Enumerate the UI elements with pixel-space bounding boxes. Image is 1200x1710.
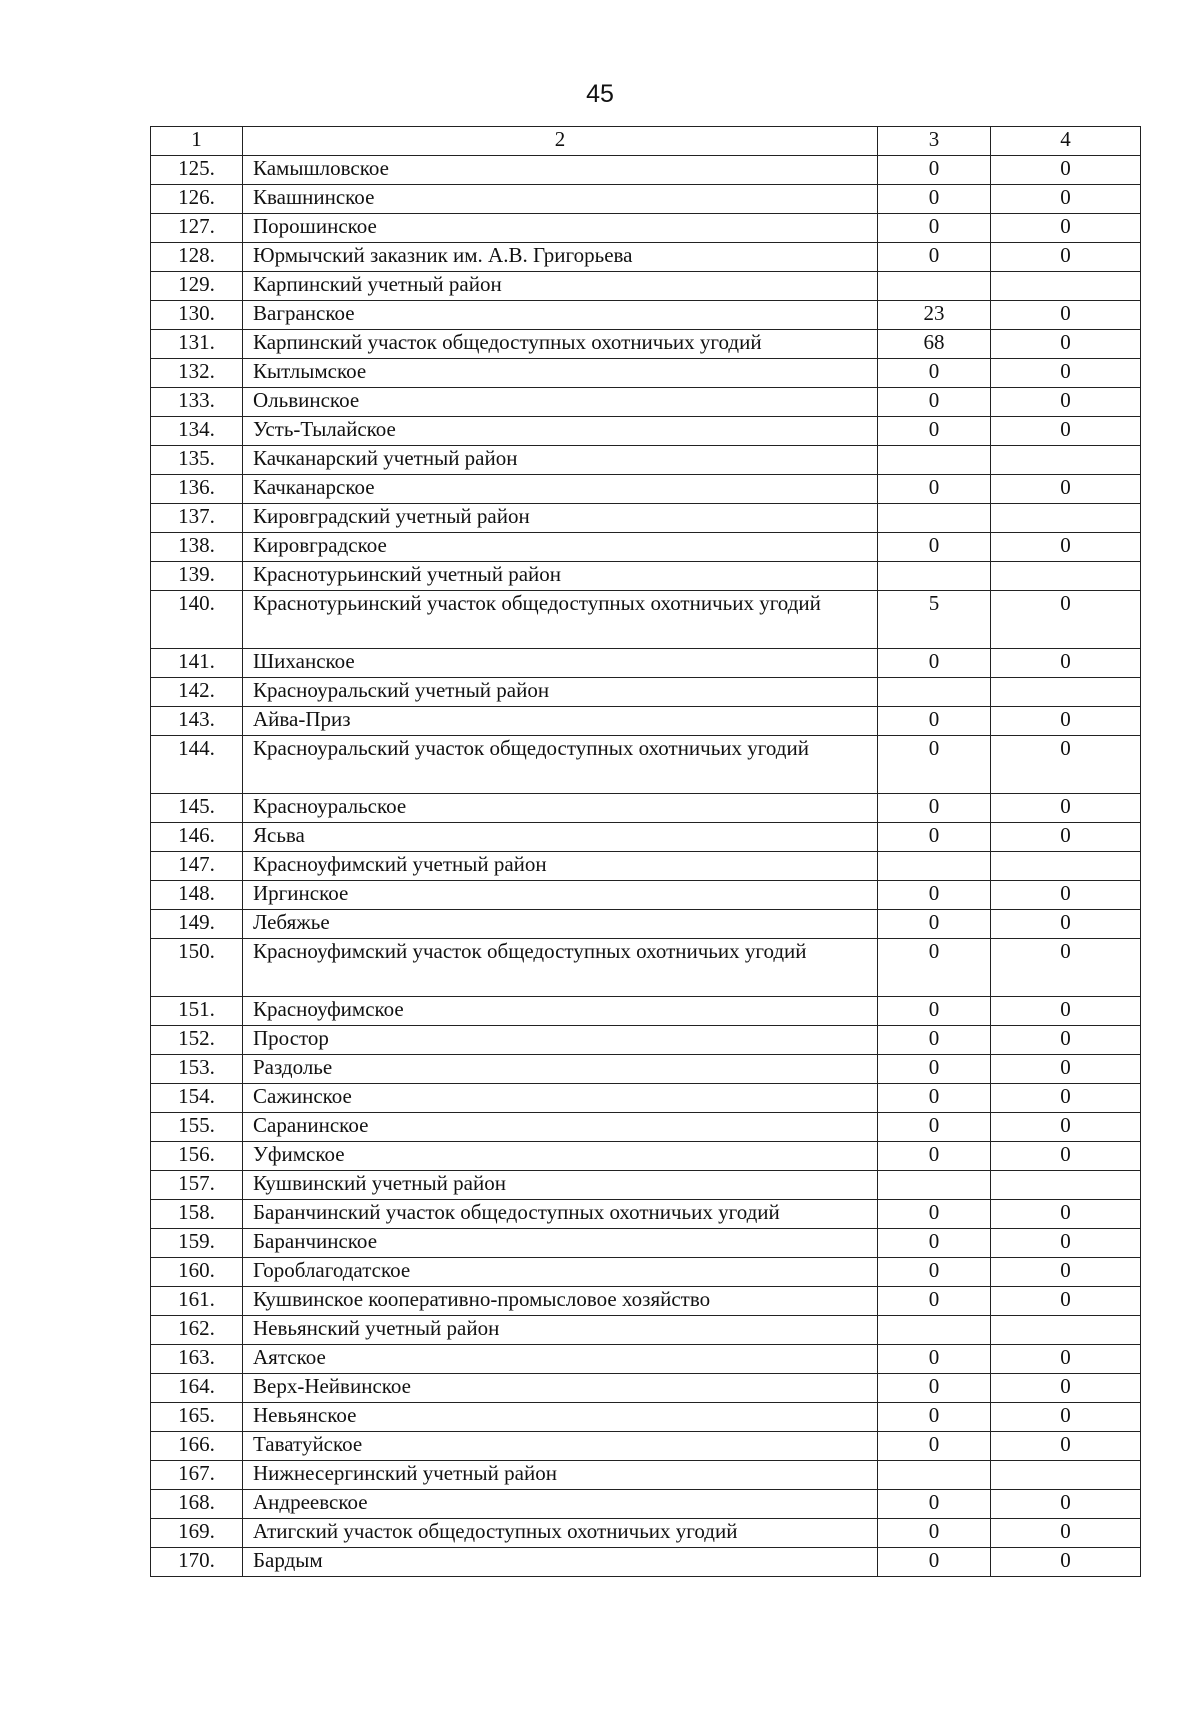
row-col4-cell: 0 (991, 1113, 1141, 1142)
row-number-cell: 151. (151, 997, 243, 1026)
row-col3-cell: 0 (878, 736, 991, 794)
row-number-cell: 138. (151, 533, 243, 562)
table-row (151, 272, 1141, 301)
row-number-cell: 125. (151, 156, 243, 185)
row-name-cell: Кировградское (243, 533, 878, 562)
row-name-cell: Иргинское (243, 881, 878, 910)
row-name-cell: Атигский участок общедоступных охотничьих угодий (243, 1519, 878, 1548)
row-col3-cell: 0 (878, 1055, 991, 1084)
row-number-cell: 144. (151, 736, 243, 794)
table-row (151, 1258, 1141, 1287)
table-row (151, 1171, 1141, 1200)
row-name-cell: Красноуфимский участок общедоступных охотничьих угодий (243, 939, 878, 997)
row-number-cell: 133. (151, 388, 243, 417)
table-row (151, 562, 1141, 591)
column-header: 1 (151, 127, 243, 156)
table-row (151, 446, 1141, 475)
row-col3-cell (878, 1461, 991, 1490)
row-name-cell: Карпинский учетный район (243, 272, 878, 301)
row-col3-cell (878, 852, 991, 881)
row-col4-cell: 0 (991, 156, 1141, 185)
row-number-cell: 129. (151, 272, 243, 301)
row-number-cell: 164. (151, 1374, 243, 1403)
table-row (151, 1055, 1141, 1084)
row-col3-cell (878, 562, 991, 591)
row-number-cell: 130. (151, 301, 243, 330)
row-col3-cell: 0 (878, 939, 991, 997)
row-name-cell: Верх-Нейвинское (243, 1374, 878, 1403)
row-col4-cell: 0 (991, 881, 1141, 910)
row-number-cell: 170. (151, 1548, 243, 1577)
row-number-cell: 141. (151, 649, 243, 678)
row-name-cell: Красноуральский участок общедоступных охотничьих угодий (243, 736, 878, 794)
row-number-cell: 127. (151, 214, 243, 243)
row-col4-cell: 0 (991, 1287, 1141, 1316)
table-row (151, 649, 1141, 678)
row-col4-cell: 0 (991, 301, 1141, 330)
row-col4-cell: 0 (991, 939, 1141, 997)
row-name-cell: Красноуральское (243, 794, 878, 823)
row-name-cell: Баранчинский участок общедоступных охотничьих угодий (243, 1200, 878, 1229)
row-name-cell: Баранчинское (243, 1229, 878, 1258)
row-number-cell: 136. (151, 475, 243, 504)
row-number-cell: 157. (151, 1171, 243, 1200)
table-row (151, 1287, 1141, 1316)
table-row (151, 852, 1141, 881)
row-number-cell: 142. (151, 678, 243, 707)
row-col3-cell: 0 (878, 185, 991, 214)
table-row (151, 1548, 1141, 1577)
row-number-cell: 154. (151, 1084, 243, 1113)
row-name-cell: Бардым (243, 1548, 878, 1577)
row-col3-cell: 0 (878, 243, 991, 272)
row-number-cell: 162. (151, 1316, 243, 1345)
row-name-cell: Квашнинское (243, 185, 878, 214)
row-col4-cell (991, 1461, 1141, 1490)
row-col3-cell: 0 (878, 156, 991, 185)
row-number-cell: 155. (151, 1113, 243, 1142)
row-name-cell: Сажинское (243, 1084, 878, 1113)
row-col4-cell: 0 (991, 1374, 1141, 1403)
row-col4-cell: 0 (991, 794, 1141, 823)
row-name-cell: Кушвинское кооперативно-промысловое хозяйство (243, 1287, 878, 1316)
row-number-cell: 149. (151, 910, 243, 939)
table-row (151, 330, 1141, 359)
table-body (151, 156, 1141, 1577)
row-number-cell: 140. (151, 591, 243, 649)
row-col3-cell: 0 (878, 475, 991, 504)
row-name-cell: Шиханское (243, 649, 878, 678)
row-col3-cell: 0 (878, 1519, 991, 1548)
table-row (151, 910, 1141, 939)
row-col3-cell: 5 (878, 591, 991, 649)
row-col4-cell (991, 1171, 1141, 1200)
row-col3-cell: 0 (878, 417, 991, 446)
row-col3-cell: 0 (878, 1258, 991, 1287)
row-name-cell: Ольвинское (243, 388, 878, 417)
row-name-cell: Вагранское (243, 301, 878, 330)
row-name-cell: Карпинский участок общедоступных охотничьих угодий (243, 330, 878, 359)
row-col3-cell: 0 (878, 214, 991, 243)
table-row (151, 1229, 1141, 1258)
table-row (151, 1316, 1141, 1345)
row-name-cell: Гороблагодатское (243, 1258, 878, 1287)
row-col4-cell: 0 (991, 417, 1141, 446)
table-row (151, 359, 1141, 388)
row-name-cell: Порошинское (243, 214, 878, 243)
row-number-cell: 167. (151, 1461, 243, 1490)
row-name-cell: Красноуральский учетный район (243, 678, 878, 707)
row-number-cell: 135. (151, 446, 243, 475)
row-col4-cell (991, 852, 1141, 881)
row-col4-cell: 0 (991, 910, 1141, 939)
row-name-cell: Саранинское (243, 1113, 878, 1142)
row-col3-cell: 0 (878, 1490, 991, 1519)
table-row (151, 1345, 1141, 1374)
row-name-cell: Раздолье (243, 1055, 878, 1084)
row-col3-cell: 0 (878, 1432, 991, 1461)
row-name-cell: Лебяжье (243, 910, 878, 939)
table-row (151, 1461, 1141, 1490)
row-name-cell: Кировградский учетный район (243, 504, 878, 533)
row-col4-cell: 0 (991, 243, 1141, 272)
row-number-cell: 128. (151, 243, 243, 272)
row-col4-cell: 0 (991, 1258, 1141, 1287)
row-col3-cell: 0 (878, 1084, 991, 1113)
row-number-cell: 156. (151, 1142, 243, 1171)
page-number: 45 (586, 80, 614, 108)
row-col4-cell: 0 (991, 1055, 1141, 1084)
table-row (151, 533, 1141, 562)
row-col3-cell: 0 (878, 1026, 991, 1055)
row-number-cell: 146. (151, 823, 243, 852)
row-number-cell: 160. (151, 1258, 243, 1287)
row-col3-cell: 0 (878, 823, 991, 852)
row-name-cell: Краснотурьинский учетный район (243, 562, 878, 591)
row-col3-cell (878, 504, 991, 533)
row-col3-cell (878, 446, 991, 475)
table-row (151, 388, 1141, 417)
row-number-cell: 165. (151, 1403, 243, 1432)
row-col4-cell: 0 (991, 1142, 1141, 1171)
row-col3-cell (878, 272, 991, 301)
row-col3-cell: 0 (878, 881, 991, 910)
row-col3-cell: 0 (878, 1142, 991, 1171)
row-col4-cell: 0 (991, 388, 1141, 417)
row-col4-cell: 0 (991, 1200, 1141, 1229)
row-name-cell: Краснотурьинский участок общедоступных охотничьих угодий (243, 591, 878, 649)
row-col3-cell: 0 (878, 1548, 991, 1577)
table-row (151, 1490, 1141, 1519)
table-row (151, 1374, 1141, 1403)
hunting-grounds-table (150, 126, 1141, 1577)
row-number-cell: 137. (151, 504, 243, 533)
table-row (151, 997, 1141, 1026)
row-number-cell: 132. (151, 359, 243, 388)
row-col4-cell (991, 504, 1141, 533)
row-number-cell: 153. (151, 1055, 243, 1084)
row-col4-cell: 0 (991, 1490, 1141, 1519)
row-col3-cell: 0 (878, 1200, 991, 1229)
row-col3-cell: 0 (878, 1345, 991, 1374)
row-col3-cell (878, 678, 991, 707)
row-col4-cell (991, 562, 1141, 591)
row-col4-cell: 0 (991, 591, 1141, 649)
row-col4-cell: 0 (991, 649, 1141, 678)
table-row (151, 591, 1141, 649)
table-row (151, 1432, 1141, 1461)
row-col3-cell: 0 (878, 997, 991, 1026)
row-col4-cell: 0 (991, 214, 1141, 243)
row-col4-cell: 0 (991, 736, 1141, 794)
row-number-cell: 158. (151, 1200, 243, 1229)
table-row (151, 214, 1141, 243)
row-col4-cell (991, 272, 1141, 301)
row-col3-cell (878, 1171, 991, 1200)
row-col3-cell: 0 (878, 1113, 991, 1142)
row-col4-cell: 0 (991, 997, 1141, 1026)
row-col3-cell: 0 (878, 910, 991, 939)
row-col3-cell: 0 (878, 533, 991, 562)
row-col4-cell: 0 (991, 707, 1141, 736)
row-name-cell: Айва-Приз (243, 707, 878, 736)
row-number-cell: 161. (151, 1287, 243, 1316)
row-col4-cell: 0 (991, 533, 1141, 562)
row-col3-cell: 0 (878, 707, 991, 736)
row-col4-cell: 0 (991, 1229, 1141, 1258)
table-header-row (151, 127, 1141, 156)
table-row (151, 736, 1141, 794)
row-name-cell: Ясьва (243, 823, 878, 852)
table-row (151, 475, 1141, 504)
row-col4-cell: 0 (991, 1084, 1141, 1113)
row-col4-cell: 0 (991, 1403, 1141, 1432)
table-row (151, 1026, 1141, 1055)
table-row (151, 1142, 1141, 1171)
row-number-cell: 143. (151, 707, 243, 736)
row-number-cell: 145. (151, 794, 243, 823)
row-name-cell: Кытлымское (243, 359, 878, 388)
row-number-cell: 152. (151, 1026, 243, 1055)
row-col4-cell: 0 (991, 475, 1141, 504)
row-col3-cell: 0 (878, 1403, 991, 1432)
row-number-cell: 169. (151, 1519, 243, 1548)
table-row (151, 417, 1141, 446)
row-name-cell: Усть-Тылайское (243, 417, 878, 446)
row-col4-cell: 0 (991, 185, 1141, 214)
row-name-cell: Качканарское (243, 475, 878, 504)
table-row (151, 823, 1141, 852)
table-row (151, 185, 1141, 214)
row-number-cell: 126. (151, 185, 243, 214)
table-row (151, 1113, 1141, 1142)
row-col4-cell (991, 1316, 1141, 1345)
row-col3-cell (878, 1316, 991, 1345)
row-col3-cell: 0 (878, 794, 991, 823)
row-number-cell: 131. (151, 330, 243, 359)
row-name-cell: Невьянское (243, 1403, 878, 1432)
table-row (151, 156, 1141, 185)
row-name-cell: Качканарский учетный район (243, 446, 878, 475)
row-col4-cell: 0 (991, 330, 1141, 359)
row-col3-cell: 0 (878, 1287, 991, 1316)
row-col3-cell: 0 (878, 649, 991, 678)
row-col3-cell: 0 (878, 1229, 991, 1258)
row-name-cell: Аятское (243, 1345, 878, 1374)
row-number-cell: 148. (151, 881, 243, 910)
row-name-cell: Таватуйское (243, 1432, 878, 1461)
table-row (151, 939, 1141, 997)
row-number-cell: 150. (151, 939, 243, 997)
table-row (151, 1519, 1141, 1548)
row-col4-cell: 0 (991, 1432, 1141, 1461)
table-row (151, 301, 1141, 330)
column-header: 3 (878, 127, 991, 156)
row-number-cell: 159. (151, 1229, 243, 1258)
row-name-cell: Нижнесергинский учетный район (243, 1461, 878, 1490)
table-row (151, 243, 1141, 272)
row-col4-cell: 0 (991, 1026, 1141, 1055)
column-header: 2 (243, 127, 878, 156)
row-name-cell: Камышловское (243, 156, 878, 185)
row-number-cell: 163. (151, 1345, 243, 1374)
table-row (151, 678, 1141, 707)
column-header: 4 (991, 127, 1141, 156)
row-col4-cell: 0 (991, 359, 1141, 388)
row-col3-cell: 0 (878, 1374, 991, 1403)
row-col3-cell: 68 (878, 330, 991, 359)
row-col4-cell (991, 678, 1141, 707)
row-name-cell: Уфимское (243, 1142, 878, 1171)
row-col4-cell: 0 (991, 1345, 1141, 1374)
row-col4-cell: 0 (991, 1548, 1141, 1577)
row-col4-cell: 0 (991, 1519, 1141, 1548)
table-row (151, 1084, 1141, 1113)
table-row (151, 794, 1141, 823)
table-row (151, 1403, 1141, 1432)
row-name-cell: Юрмычский заказник им. А.В. Григорьева (243, 243, 878, 272)
row-col4-cell: 0 (991, 823, 1141, 852)
row-name-cell: Андреевское (243, 1490, 878, 1519)
row-name-cell: Красноуфимское (243, 997, 878, 1026)
table-row (151, 1200, 1141, 1229)
row-number-cell: 134. (151, 417, 243, 446)
table-row (151, 881, 1141, 910)
row-col4-cell (991, 446, 1141, 475)
table-row (151, 504, 1141, 533)
row-name-cell: Невьянский учетный район (243, 1316, 878, 1345)
table-row (151, 707, 1141, 736)
row-number-cell: 166. (151, 1432, 243, 1461)
row-number-cell: 147. (151, 852, 243, 881)
row-name-cell: Кушвинский учетный район (243, 1171, 878, 1200)
row-col3-cell: 0 (878, 388, 991, 417)
row-col3-cell: 23 (878, 301, 991, 330)
row-name-cell: Красноуфимский учетный район (243, 852, 878, 881)
row-col3-cell: 0 (878, 359, 991, 388)
row-number-cell: 168. (151, 1490, 243, 1519)
row-number-cell: 139. (151, 562, 243, 591)
row-name-cell: Простор (243, 1026, 878, 1055)
